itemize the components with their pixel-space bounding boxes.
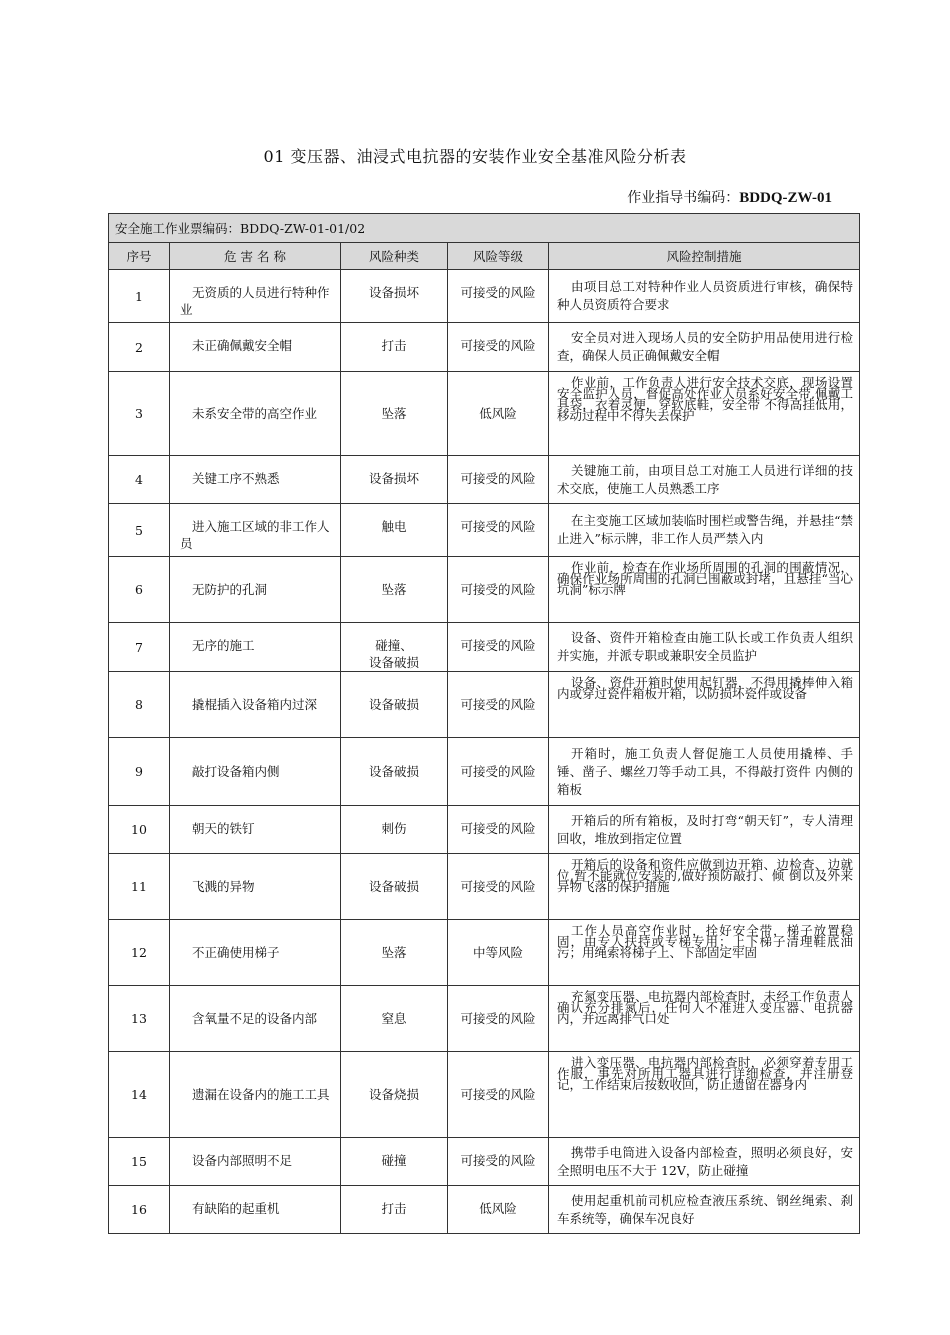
table-row	[109, 623, 860, 672]
row-no: 10	[109, 806, 170, 854]
table-row	[109, 323, 860, 372]
row-control: 在主变施工区域加装临时围栏或警告绳，并悬挂“禁止进入”标示牌，非工作人员严禁入内	[549, 504, 860, 557]
row-risk-level: 可接受的风险	[448, 1138, 549, 1186]
row-no: 2	[109, 323, 170, 372]
row-risk-level: 可接受的风险	[448, 456, 549, 504]
row-risk-type: 坠落	[341, 557, 448, 623]
row-risk-type: 打击	[341, 323, 448, 372]
row-risk-level: 可接受的风险	[448, 270, 549, 323]
row-hazard: 敲打设备箱内侧	[170, 738, 341, 806]
guide-code	[627, 187, 832, 207]
guide-code-value: BDDQ-ZW-01	[739, 190, 832, 206]
table-row	[109, 738, 860, 806]
row-control: 使用起重机前司机应检查液压系统、钢丝绳索、刹车系统等，确保车况良好	[549, 1186, 860, 1234]
row-risk-level: 可接受的风险	[448, 986, 549, 1052]
row-control: 由项目总工对特种作业人员资质进行审核，确保特种人员资质符合要求	[549, 270, 860, 323]
row-hazard: 撬棍插入设备箱内过深	[170, 672, 341, 738]
table-row	[109, 1138, 860, 1186]
table-row	[109, 504, 860, 557]
row-control: 进入变压器、电抗器内部检查时，必须穿着专用工作服，事先对所用工器具进行详细检查，并注册登记，工作结束后按数收回，防止遗留在器身内	[549, 1052, 860, 1138]
row-no: 8	[109, 672, 170, 738]
row-risk-type: 设备损坏	[341, 270, 448, 323]
row-no: 3	[109, 372, 170, 456]
header-row	[109, 243, 860, 270]
table-row	[109, 854, 860, 920]
row-no: 12	[109, 920, 170, 986]
table-row	[109, 270, 860, 323]
row-no: 14	[109, 1052, 170, 1138]
row-control: 工作人员高空作业时，拴好安全带，梯子放置稳固，由专人扶持或专梯专用；上下梯子清理鞋底油污；用绳索将梯子上、下部固定牢固	[549, 920, 860, 986]
header-no: 序号	[109, 243, 170, 270]
header-hazard: 危 害 名 称	[170, 243, 341, 270]
row-risk-type: 设备破损	[341, 738, 448, 806]
row-no: 15	[109, 1138, 170, 1186]
header-control: 风险控制措施	[549, 243, 860, 270]
row-control: 设备、资件开箱时使用起钉器，不得用撬棒伸入箱内或穿过瓷件箱板开箱，以防损坏瓷件或设备	[549, 672, 860, 738]
row-hazard: 关键工序不熟悉	[170, 456, 341, 504]
row-hazard: 设备内部照明不足	[170, 1138, 341, 1186]
row-control: 充氮变压器、电抗器内部检查时，未经工作负责人确认充分排氮后，任何人不准进入变压器、电抗器内，并远离排气口处	[549, 986, 860, 1052]
row-control: 作业前，检查在作业场所周围的孔洞的围蔽情况，确保作业场所周围的孔洞已围蔽或封堵，且悬挂“当心坑洞”标示牌	[549, 557, 860, 623]
row-hazard: 飞溅的异物	[170, 854, 341, 920]
row-risk-type: 坠落	[341, 372, 448, 456]
row-control: 关键施工前，由项目总工对施工人员进行详细的技术交底，使施工人员熟悉工序	[549, 456, 860, 504]
table-row	[109, 1052, 860, 1138]
row-risk-type: 设备损坏	[341, 456, 448, 504]
table-row	[109, 1186, 860, 1234]
row-control: 安全员对进入现场人员的安全防护用品使用进行检查，确保人员正确佩戴安全帽	[549, 323, 860, 372]
row-risk-type: 打击	[341, 1186, 448, 1234]
row-hazard: 朝天的铁钉	[170, 806, 341, 854]
table-row	[109, 986, 860, 1052]
row-risk-level: 可接受的风险	[448, 504, 549, 557]
row-risk-level: 低风险	[448, 372, 549, 456]
table-row	[109, 806, 860, 854]
row-risk-level: 可接受的风险	[448, 323, 549, 372]
header-risk-type: 风险种类	[341, 243, 448, 270]
row-risk-level: 中等风险	[448, 920, 549, 986]
page-title: 01 变压器、油浸式电抗器的安装作业安全基准风险分析表	[263, 147, 687, 166]
guide-code-label: 作业指导书编码：	[627, 190, 740, 206]
row-no: 1	[109, 270, 170, 323]
row-risk-level: 可接受的风险	[448, 623, 549, 672]
row-risk-type: 刺伤	[341, 806, 448, 854]
table-row	[109, 920, 860, 986]
row-risk-type: 窒息	[341, 986, 448, 1052]
row-risk-type: 碰撞、 设备破损	[341, 623, 448, 672]
row-risk-type: 设备破损	[341, 854, 448, 920]
row-risk-type: 设备破损	[341, 672, 448, 738]
row-no: 4	[109, 456, 170, 504]
row-risk-level: 低风险	[448, 1186, 549, 1234]
table-row	[109, 672, 860, 738]
table-row	[109, 456, 860, 504]
row-hazard: 进入施工区域的非工作人员	[170, 504, 341, 557]
row-risk-level: 可接受的风险	[448, 738, 549, 806]
row-control: 开箱后的设备和资件应做到边开箱、边检查、边就位,暂不能就位安装的,做好预防敲打、倾 倒以及外来异物飞落的保护措施	[549, 854, 860, 920]
row-control: 设备、资件开箱检查由施工队长或工作负责人组织并实施，并派专职或兼职安全员监护	[549, 623, 860, 672]
row-no: 5	[109, 504, 170, 557]
row-no: 7	[109, 623, 170, 672]
ticket-code: 安全施工作业票编码：BDDQ-ZW-01-01/02	[109, 214, 860, 243]
row-control: 开箱时，施工负责人督促施工人员使用撬棒、手锤、凿子、螺丝刀等手动工具，不得敲打资件 内侧的箱板	[549, 738, 860, 806]
row-hazard: 未系安全带的高空作业	[170, 372, 341, 456]
row-hazard: 含氧量不足的设备内部	[170, 986, 341, 1052]
row-risk-level: 可接受的风险	[448, 1052, 549, 1138]
row-hazard: 无资质的人员进行特种作业	[170, 270, 341, 323]
row-hazard: 遗漏在设备内的施工工具	[170, 1052, 341, 1138]
row-hazard: 无防护的孔洞	[170, 557, 341, 623]
row-risk-level: 可接受的风险	[448, 806, 549, 854]
row-control: 作业前，工作负责人进行安全技术交底，现场设置安全监护人员，督促高处作业人员系好安全带,佩戴工具袋，衣着灵便，穿软底鞋，安全带 不得高挂低用，移动过程中不得失去保护	[549, 372, 860, 456]
row-risk-type: 触电	[341, 504, 448, 557]
row-risk-type: 设备烧损	[341, 1052, 448, 1138]
row-control: 携带手电筒进入设备内部检查，照明必须良好，安全照明电压不大于 12V，防止碰撞	[549, 1138, 860, 1186]
row-no: 6	[109, 557, 170, 623]
row-risk-type: 碰撞	[341, 1138, 448, 1186]
row-risk-type: 坠落	[341, 920, 448, 986]
row-no: 16	[109, 1186, 170, 1234]
row-risk-level: 可接受的风险	[448, 672, 549, 738]
row-control: 开箱后的所有箱板，及时打弯“朝天钉”，专人清理回收，堆放到指定位置	[549, 806, 860, 854]
row-risk-level: 可接受的风险	[448, 854, 549, 920]
row-no: 11	[109, 854, 170, 920]
risk-analysis-table	[108, 213, 860, 1234]
row-risk-level: 可接受的风险	[448, 557, 549, 623]
table-row	[109, 557, 860, 623]
row-no: 13	[109, 986, 170, 1052]
row-no: 9	[109, 738, 170, 806]
row-hazard: 未正确佩戴安全帽	[170, 323, 341, 372]
header-risk-level: 风险等级	[448, 243, 549, 270]
row-hazard: 不正确使用梯子	[170, 920, 341, 986]
table-row	[109, 372, 860, 456]
row-hazard: 有缺陷的起重机	[170, 1186, 341, 1234]
row-hazard: 无序的施工	[170, 623, 341, 672]
ticket-code-row	[109, 214, 860, 243]
